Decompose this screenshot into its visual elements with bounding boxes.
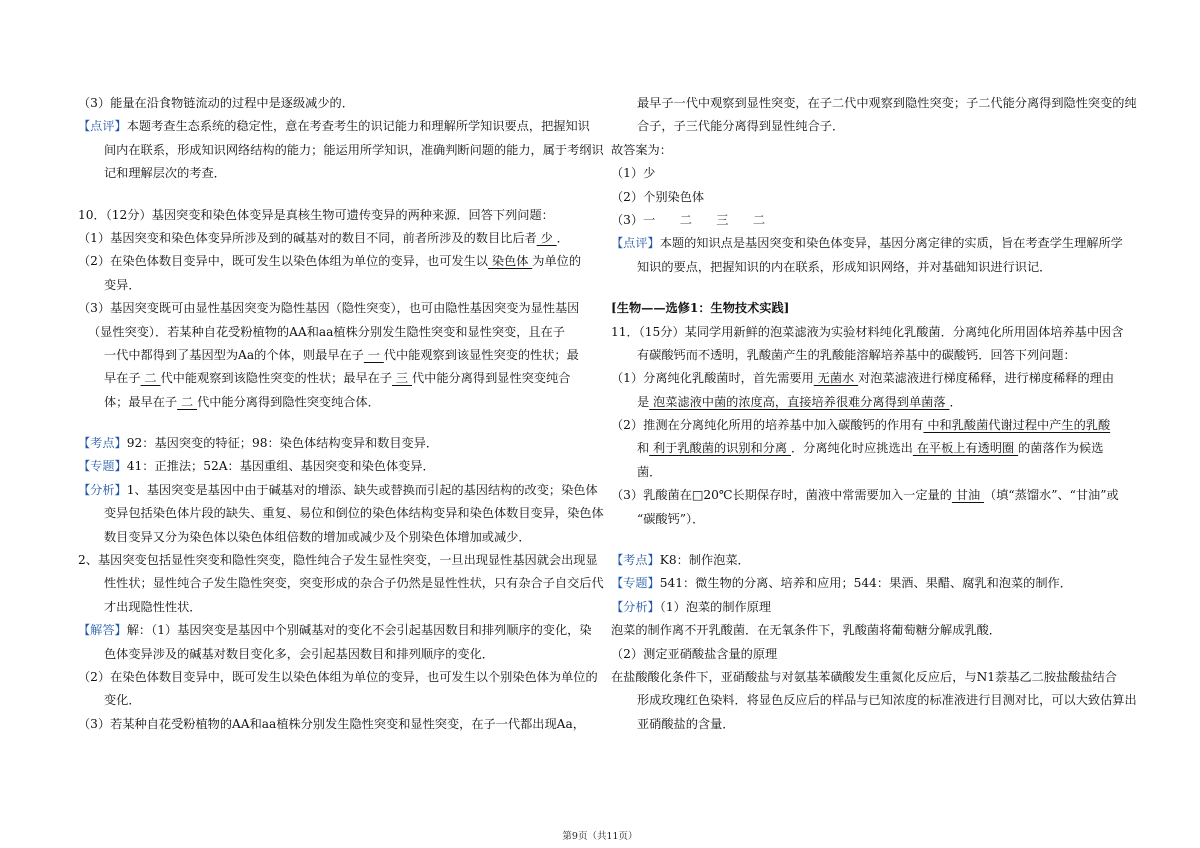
answer-blank: 利于乳酸菌的识别和分离 <box>649 441 791 456</box>
text-line: 性性状；显性纯合子发生隐性突变，突变形成的杂合子仍然是显性性状，只有杂合子自交后代 <box>104 576 604 591</box>
text-line: 在盐酸酸化条件下，亚硝酸盐与对氨基苯磺酸发生重氮化反应后，与N1萘基乙二胺盐酸盐结合 <box>611 669 1117 684</box>
zhuanti-line: 【专题】41：正推法；52A：基因重组、基因突变和染色体变异． <box>78 459 435 474</box>
answer-blank: 中和乳酸菌代谢过程中产生的乳酸 <box>923 418 1111 433</box>
text-line: （2）个别染色体 <box>611 189 705 204</box>
text-line: 亚硝酸盐的含量． <box>637 716 735 731</box>
text-line: （2）测定亚硝酸盐含量的原理 <box>611 646 778 661</box>
text-line: （1）分离纯化乳酸菌时，首先需要用 无菌水 对泡菜滤液进行梯度稀释，进行梯度稀释的理由 <box>611 371 1115 386</box>
question-10-title: 10．（12分）基因突变和染色体变异是真核生物可遗传变异的两种来源．回答下列问题： <box>78 207 554 222</box>
text-line: 早在子 二 代中能观察到该隐性突变的性状；最早在子 三 代中能分离得到显性突变纯合 <box>104 371 571 386</box>
text-line: 才出现隐性性状． <box>104 599 202 614</box>
text-line: 故答案为： <box>611 142 672 157</box>
kaodian-tag: 【考点】 <box>611 553 660 568</box>
text-line: （2）在染色体数目变异中，既可发生以染色体组为单位的变异，也可发生以 染色体 为单位的 <box>78 254 582 269</box>
right-column <box>611 92 1137 736</box>
zhuanti-tag: 【专题】 <box>78 459 127 474</box>
section-heading: [生物——选修1：生物技术实践] <box>611 301 790 316</box>
answer-blank: 少 <box>536 230 557 245</box>
text-line: （2）在染色体数目变异中，既可发生以染色体组为单位的变异，也可发生以个别染色体为单位的 <box>78 669 598 684</box>
text-line: 有碳酸钙而不透明，乳酸菌产生的乳酸能溶解培养基中的碳酸钙．回答下列问题： <box>637 347 1076 362</box>
text-line: 知识的要点，把握知识的内在联系，形成知识网络，并对基础知识进行识记． <box>637 259 1052 274</box>
jieda-tag: 【解答】 <box>78 623 127 638</box>
text-line: 色体变异涉及的碱基对数目变化多，会引起基因数目和排列顺序的变化． <box>104 646 494 661</box>
text-line: 间内在联系，形成知识网络结构的能力；能运用所学知识，准确判断问题的能力，属于考纲识 <box>104 142 604 157</box>
kaodian-line: 【考点】K8：制作泡菜． <box>611 553 750 568</box>
text-line: 一代中都得到了基因型为Aa的个体，则最早在子 一 代中能观察到该显性突变的性状；最 <box>104 347 579 362</box>
text-line: 和 利于乳酸菌的识别和分离 ．分离纯化时应挑选出 在平板上有透明圈 的菌落作为候选 <box>637 441 1104 456</box>
comment-line: 【点评】本题考查生态系统的稳定性，意在考查考生的识记能力和理解所学知识要点，把握知识 <box>78 119 590 134</box>
text-line: 泡菜的制作离不开乳酸菌．在无氧条件下，乳酸菌将葡萄糖分解成乳酸． <box>611 623 1001 638</box>
fenxi-line: 【分析】1、基因突变是基因中由于碱基对的增添、缺失或替换而引起的基因结构的改变；染色体 <box>78 482 598 497</box>
zhuanti-tag: 【专题】 <box>611 576 660 591</box>
text-line: （2）推测在分离纯化所用的培养基中加入碳酸钙的作用有 中和乳酸菌代谢过程中产生的乳酸 <box>611 418 1111 433</box>
text-line: 变异． <box>104 277 141 292</box>
answer-blank: 在平板上有透明圈 <box>912 441 1019 456</box>
fenxi-tag: 【分析】 <box>78 482 127 497</box>
page-footer: 第9页（共11页） <box>562 831 638 842</box>
fenxi-line: 【分析】（1）泡菜的制作原理 <box>611 599 772 614</box>
text-line: （3）乳酸菌在□20℃长期保存时，菌液中常需要加入一定量的 甘油 （填“蒸馏水”、“甘油”或 <box>611 488 1119 503</box>
answer-blank: 三 <box>392 371 412 386</box>
answer-blank: 二 <box>140 371 161 386</box>
answer-blank: 甘油 <box>951 488 985 503</box>
left-column <box>78 92 604 736</box>
question-11-title: 11．（15分）某同学用新鲜的泡菜滤液为实验材料纯化乳酸菌．分离纯化所用固体培养基中因含 <box>611 324 1124 339</box>
text-line: 2、基因突变包括显性突变和隐性突变，隐性纯合子发生显性突变，一旦出现显性基因就会出现显 <box>78 553 598 568</box>
text-line: “碳酸钙”）． <box>637 511 705 526</box>
comment-tag: 【点评】 <box>78 119 127 134</box>
text-line: （3）一 二 三 二 <box>611 212 766 227</box>
answer-blank: 染色体 <box>487 254 533 269</box>
kaodian-line: 【考点】92：基因突变的特征；98：染色体结构变异和数目变异． <box>78 436 439 451</box>
text-line: 体；最早在子 二 代中能分离得到隐性突变纯合体． <box>104 394 380 409</box>
text-line: （3）能量在沿食物链流动的过程中是逐级减少的． <box>78 96 354 110</box>
text-line: （1）少 <box>611 166 656 181</box>
jieda-line: 【解答】解：（1）基因突变是基因中个别碱基对的变化不会引起基因数目和排列顺序的变化，染 <box>78 623 592 638</box>
answer-blank: 无菌水 <box>813 371 859 386</box>
text-line: 形成玫瑰红色染料．将显色反应后的样品与已知浓度的标准液进行目测对比，可以大致估算出 <box>637 693 1137 708</box>
text-line: （3）若某种自花受粉植物的AA和aa植株分别发生隐性突变和显性突变，在子一代都出现Aa， <box>78 716 585 731</box>
answer-blank: 二 <box>177 394 198 409</box>
text-line: 是 泡菜滤液中菌的浓度高，直接培养很难分离得到单菌落 ． <box>637 394 962 409</box>
text-line: 最早子一代中观察到显性突变，在子二代中观察到隐性突变；子二代能分离得到隐性突变的纯 <box>637 96 1137 110</box>
text-line: 记和理解层次的考查． <box>104 166 226 181</box>
text-line: 变异包括染色体片段的缺失、重复、易位和倒位的染色体结构变异和染色体数目变异，染色体 <box>104 506 604 521</box>
fenxi-tag: 【分析】 <box>611 599 660 614</box>
comment-line: 【点评】本题的知识点是基因突变和染色体变异，基因分离定律的实质，旨在考查学生理解所学 <box>611 236 1123 251</box>
text-line: （1）基因突变和染色体变异所涉及到的碱基对的数目不同，前者所涉及的数目比后者 少 ． <box>78 230 569 245</box>
answer-blank: 泡菜滤液中菌的浓度高，直接培养很难分离得到单菌落 <box>649 394 950 409</box>
answer-blank: 一 <box>363 347 384 362</box>
text-line: 菌． <box>637 464 662 479</box>
comment-tag: 【点评】 <box>611 236 660 251</box>
text-line: 合子，子三代能分离得到显性纯合子． <box>637 119 845 134</box>
kaodian-tag: 【考点】 <box>78 436 127 451</box>
text-line: （显性突变）．若某种自花受粉植物的AA和aa植株分别发生隐性突变和显性突变，且在子 <box>88 324 565 339</box>
text-line: 数目变异又分为染色体以染色体组倍数的增加或减少及个别染色体增加或减少． <box>104 529 531 544</box>
text-line: （3）基因突变既可由显性基因突变为隐性基因（隐性突变），也可由隐性基因突变为显性基因 <box>78 301 580 316</box>
text-line: 变化． <box>104 693 141 708</box>
zhuanti-line: 【专题】541：微生物的分离、培养和应用；544：果酒、果醋、腐乳和泡菜的制作． <box>611 576 1072 591</box>
